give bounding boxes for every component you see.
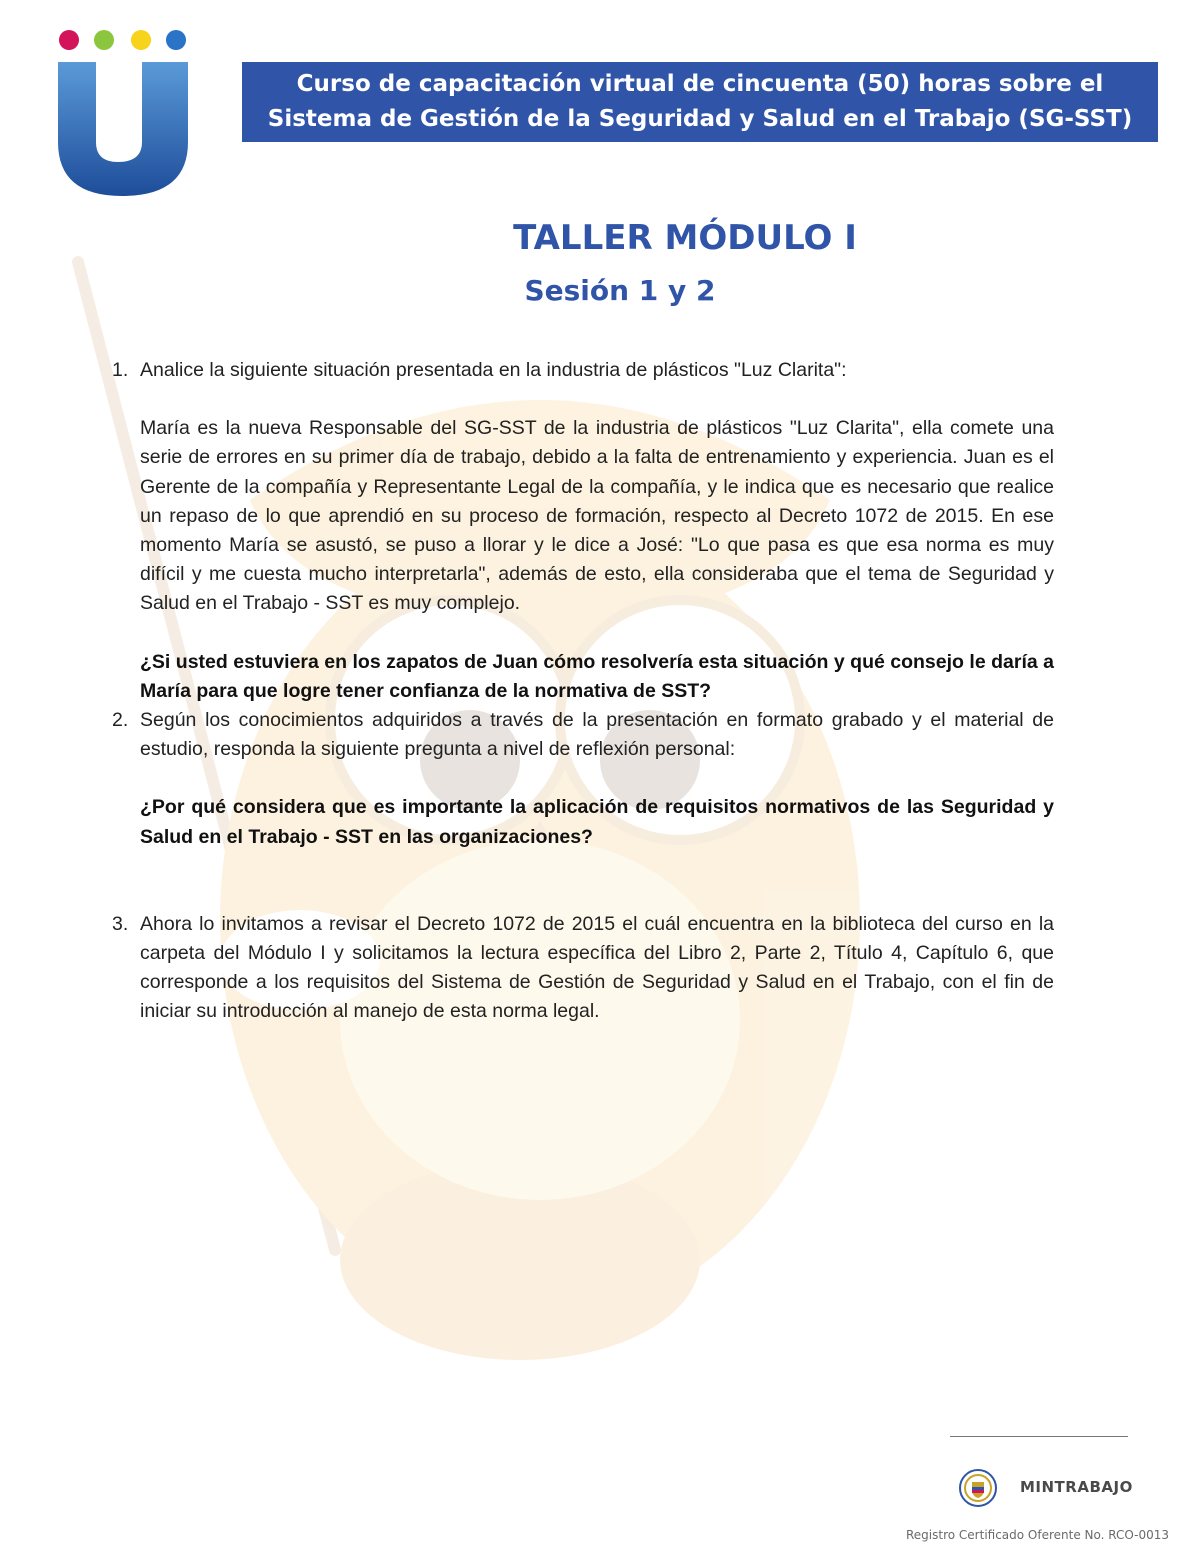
u-logo-icon xyxy=(52,24,197,199)
banner-line-1: Curso de capacitación virtual de cincuenta (50) horas sobre el xyxy=(296,71,1104,97)
footer-divider xyxy=(950,1436,1128,1437)
item-2-question: ¿Por qué considera que es importante la aplicación de requisitos normativos de las Seguridad y Salud en el Trabajo - SST en las organizaciones? xyxy=(140,796,1054,848)
coat-of-arms-icon xyxy=(958,1468,998,1508)
page-subtitle: Sesión 1 y 2 xyxy=(524,274,716,307)
mintrabajo-label: MINTRABAJO xyxy=(1020,1478,1133,1496)
item-1-question: ¿Si usted estuviera en los zapatos de Juan cómo resolvería esta situación y qué consejo le daría a María para que logre tener confianza de la normativa de SST? xyxy=(140,650,1054,702)
page-title: TALLER MÓDULO I xyxy=(513,218,857,258)
item-1-intro xyxy=(112,356,1054,385)
item-1-body: María es la nueva Responsable del SG-SST de la industria de plásticos "Luz Clarita", ella comete una serie de errores en su primer día de trabajo, debido a la falta de entrenamiento y experiencia. Juan es el Gerente de la compañía y Representante Legal de la compañía, y le indica que es necesario que realice un repaso de lo que aprendió en su proceso de formación, respecto al Decreto 1072 de 2015. En ese momento María se asustó, se puso a llorar y le dice a José: "Lo que pasa es que esa norma es muy difícil y me cuesta mucho interpretarla", además de esto, ella consideraba que el tema de Seguridad y Salud en el Trabajo - SST es muy complejo. xyxy=(140,417,1054,615)
item-1-number: 1. xyxy=(112,359,129,381)
item-1-intro-text: Analice la siguiente situación presentada en la industria de plásticos "Luz Clarita": xyxy=(140,359,847,381)
item-3-number: 3. xyxy=(112,912,129,935)
item-2-intro xyxy=(112,706,1054,764)
banner-line-2: Sistema de Gestión de la Seguridad y Salud en el Trabajo (SG-SST) xyxy=(267,106,1133,132)
workshop-content xyxy=(112,356,1054,1027)
course-banner xyxy=(242,62,1158,142)
registro-text: Registro Certificado Oferente No. RCO-0013 xyxy=(906,1528,1170,1542)
item-3-intro-text: Ahora lo invitamos a revisar el Decreto 1072 de 2015 el cuál encuentra en la biblioteca del curso en la carpeta del Módulo I y solicitamos la lectura específica del Libro 2, Parte 2, Título 4, Capítulo 6, que corresponde a los requisitos del Sistema de Gestión de Seguridad y Salud en el Trabajo, con el fin de iniciar su introducción al manejo de esta norma legal. xyxy=(140,912,1054,1023)
item-3-intro xyxy=(112,910,1054,1027)
item-2-number: 2. xyxy=(112,709,129,732)
item-2-intro-text: Según los conocimientos adquiridos a través de la presentación en formato grabado y el material de estudio, responda la siguiente pregunta a nivel de reflexión personal: xyxy=(140,709,1054,761)
